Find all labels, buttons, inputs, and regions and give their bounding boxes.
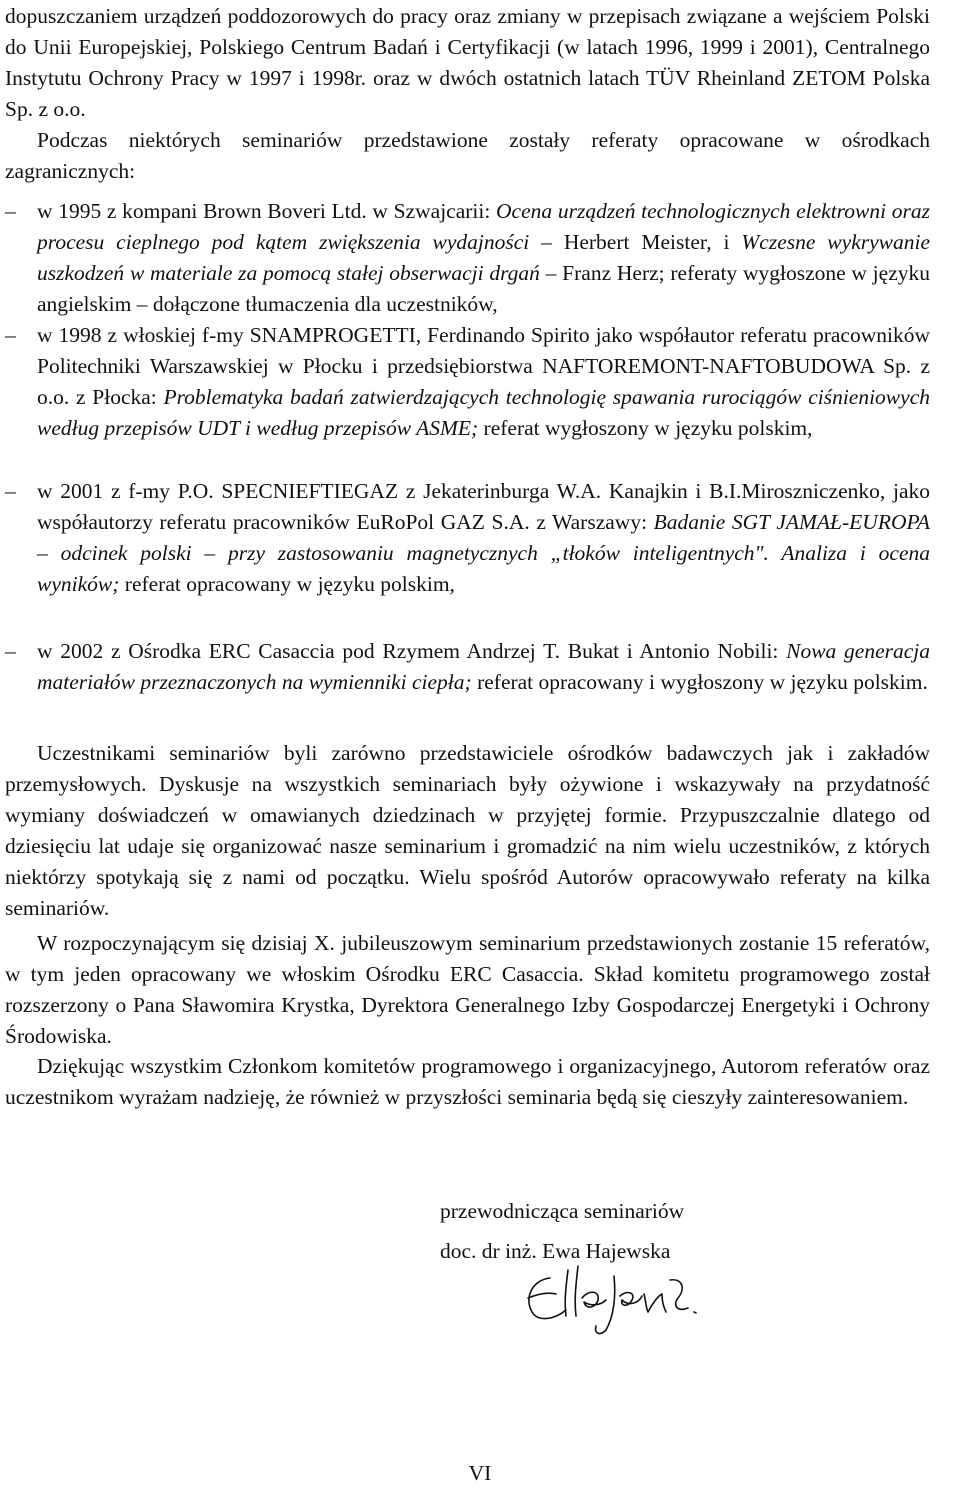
item-text-part: w 2002 z Ośrodka ERC Casaccia pod Rzymem Andrzej T. Bukat i Antonio Nobili: <box>37 639 787 663</box>
list-item-text <box>37 320 930 444</box>
list-dash: – <box>5 199 16 223</box>
page-number: VI <box>468 1461 492 1485</box>
paper-title: Badanie SGT JAMAŁ-EUROPA – odcinek polski – przy zastosowaniu magnetycznych „tłoków inteligentnych". Analiza i ocena wyników; <box>37 510 930 596</box>
list-item-text <box>37 476 930 600</box>
item-text-part: referat opracowany w języku polskim, <box>119 572 455 596</box>
item-text-part: w 2001 z f-my P.O. SPECNIEFTIEGAZ z Jekaterinburga W.A. Kanajkin i B.I.Miroszniczenko, jako współautorzy referatu pracowników EuRoPol GAZ S.A. z Warszawy: <box>37 479 930 534</box>
paper-title: Problematyka badań zatwierdzających technologię spawania rurociągów ciśnieniowych według przepisów UDT i według przepisów ASME; <box>37 385 930 440</box>
item-text-part: – Herbert Meister, i <box>529 230 742 254</box>
item-text-part: referat opracowany i wygłoszony w języku polskim. <box>471 670 928 694</box>
paper-title: Ocena urządzeń technologicznych elektrowni oraz procesu cieplnego pod kątem zwiększenia wydajności <box>37 199 930 254</box>
handwritten-signature <box>510 1250 710 1340</box>
paper-title: Wczesne wykrywanie uszkodzeń w materiale za pomocą stałej obserwacji drgań <box>37 230 930 285</box>
list-dash: – <box>5 639 16 663</box>
list-dash: – <box>5 323 16 347</box>
signatory-name: doc. dr inż. Ewa Hajewska <box>440 1239 671 1263</box>
thanks-paragraph: Dziękując wszystkim Członkom komitetów programowego i organizacyjnego, Autorom referatów oraz uczestnikom wyrażam nadzieję, że również w przyszłości seminaria będą się cieszyły zainteresowaniem. <box>5 1054 930 1109</box>
participants-paragraph: Uczestnikami seminariów byli zarówno przedstawiciele ośrodków badawczych jak i zakładów przemysłowych. Dyskusje na wszystkich seminariach były ożywione i wskazywały na przydatność wymiany doświadczeń w omawianych dziedzinach w przyjętej formie. Przypuszczalnie dlatego od dziesięciu lat udaje się organizować nasze seminarium i gromadzić na nim wielu uczestników, z których niektórzy spotykają się z nami od początku. Wielu spośród Autorów opracowywało referaty na kilka seminariów. <box>5 741 930 920</box>
item-text-part: w 1995 z kompani Brown Boveri Ltd. w Szwajcarii: <box>37 199 497 223</box>
jubilee-paragraph: W rozpoczynającym się dzisiaj X. jubileuszowym seminarium przedstawionych zostanie 15 referatów, w tym jeden opracowany we włoskim Ośrodku ERC Casaccia. Skład komitetu programowego został rozszerzony o Pana Sławomira Krystka, Dyrektora Generalnego Izby Gospodarczej Energetyki i Ochrony Środowiska. <box>5 931 930 1048</box>
foreign-papers-intro-paragraph: Podczas niektórych seminariów przedstawione zostały referaty opracowane w ośrodkach zagranicznych: <box>5 128 930 183</box>
intro-continuation-paragraph: dopuszczaniem urządzeń poddozorowych do pracy oraz zmiany w przepisach związane a wejściem Polski do Unii Europejskiej, Polskiego Centrum Badań i Certyfikacji (w latach 1996, 1999 i 2001), Centralnego Instytutu Ochrony Pracy w 1997 i 1998r. oraz w dwóch ostatnich latach TÜV Rheinland ZETOM Polska Sp. z o.o. <box>5 4 930 121</box>
signatory-role: przewodnicząca seminariów <box>440 1199 685 1223</box>
list-item-text <box>37 636 930 698</box>
list-dash: – <box>5 479 16 503</box>
item-text-part: – Franz Herz; referaty wygłoszone w języku angielskim – dołączone tłumaczenia dla uczestników, <box>37 261 930 316</box>
item-text-part: w 1998 z włoskiej f-my SNAMPROGETTI, Ferdinando Spirito jako współautor referatu pracowników Politechniki Warszawskiej w Płocku i przedsiębiorstwa NAFTOREMONT-NAFTOBUDOWA Sp. z o.o. z Płocka: <box>37 323 930 409</box>
item-text-part: referat wygłoszony w języku polskim, <box>478 416 813 440</box>
list-item-text <box>37 196 930 320</box>
paper-title: Nowa generacja materiałów przeznaczonych na wymienniki ciepła; <box>37 639 930 694</box>
